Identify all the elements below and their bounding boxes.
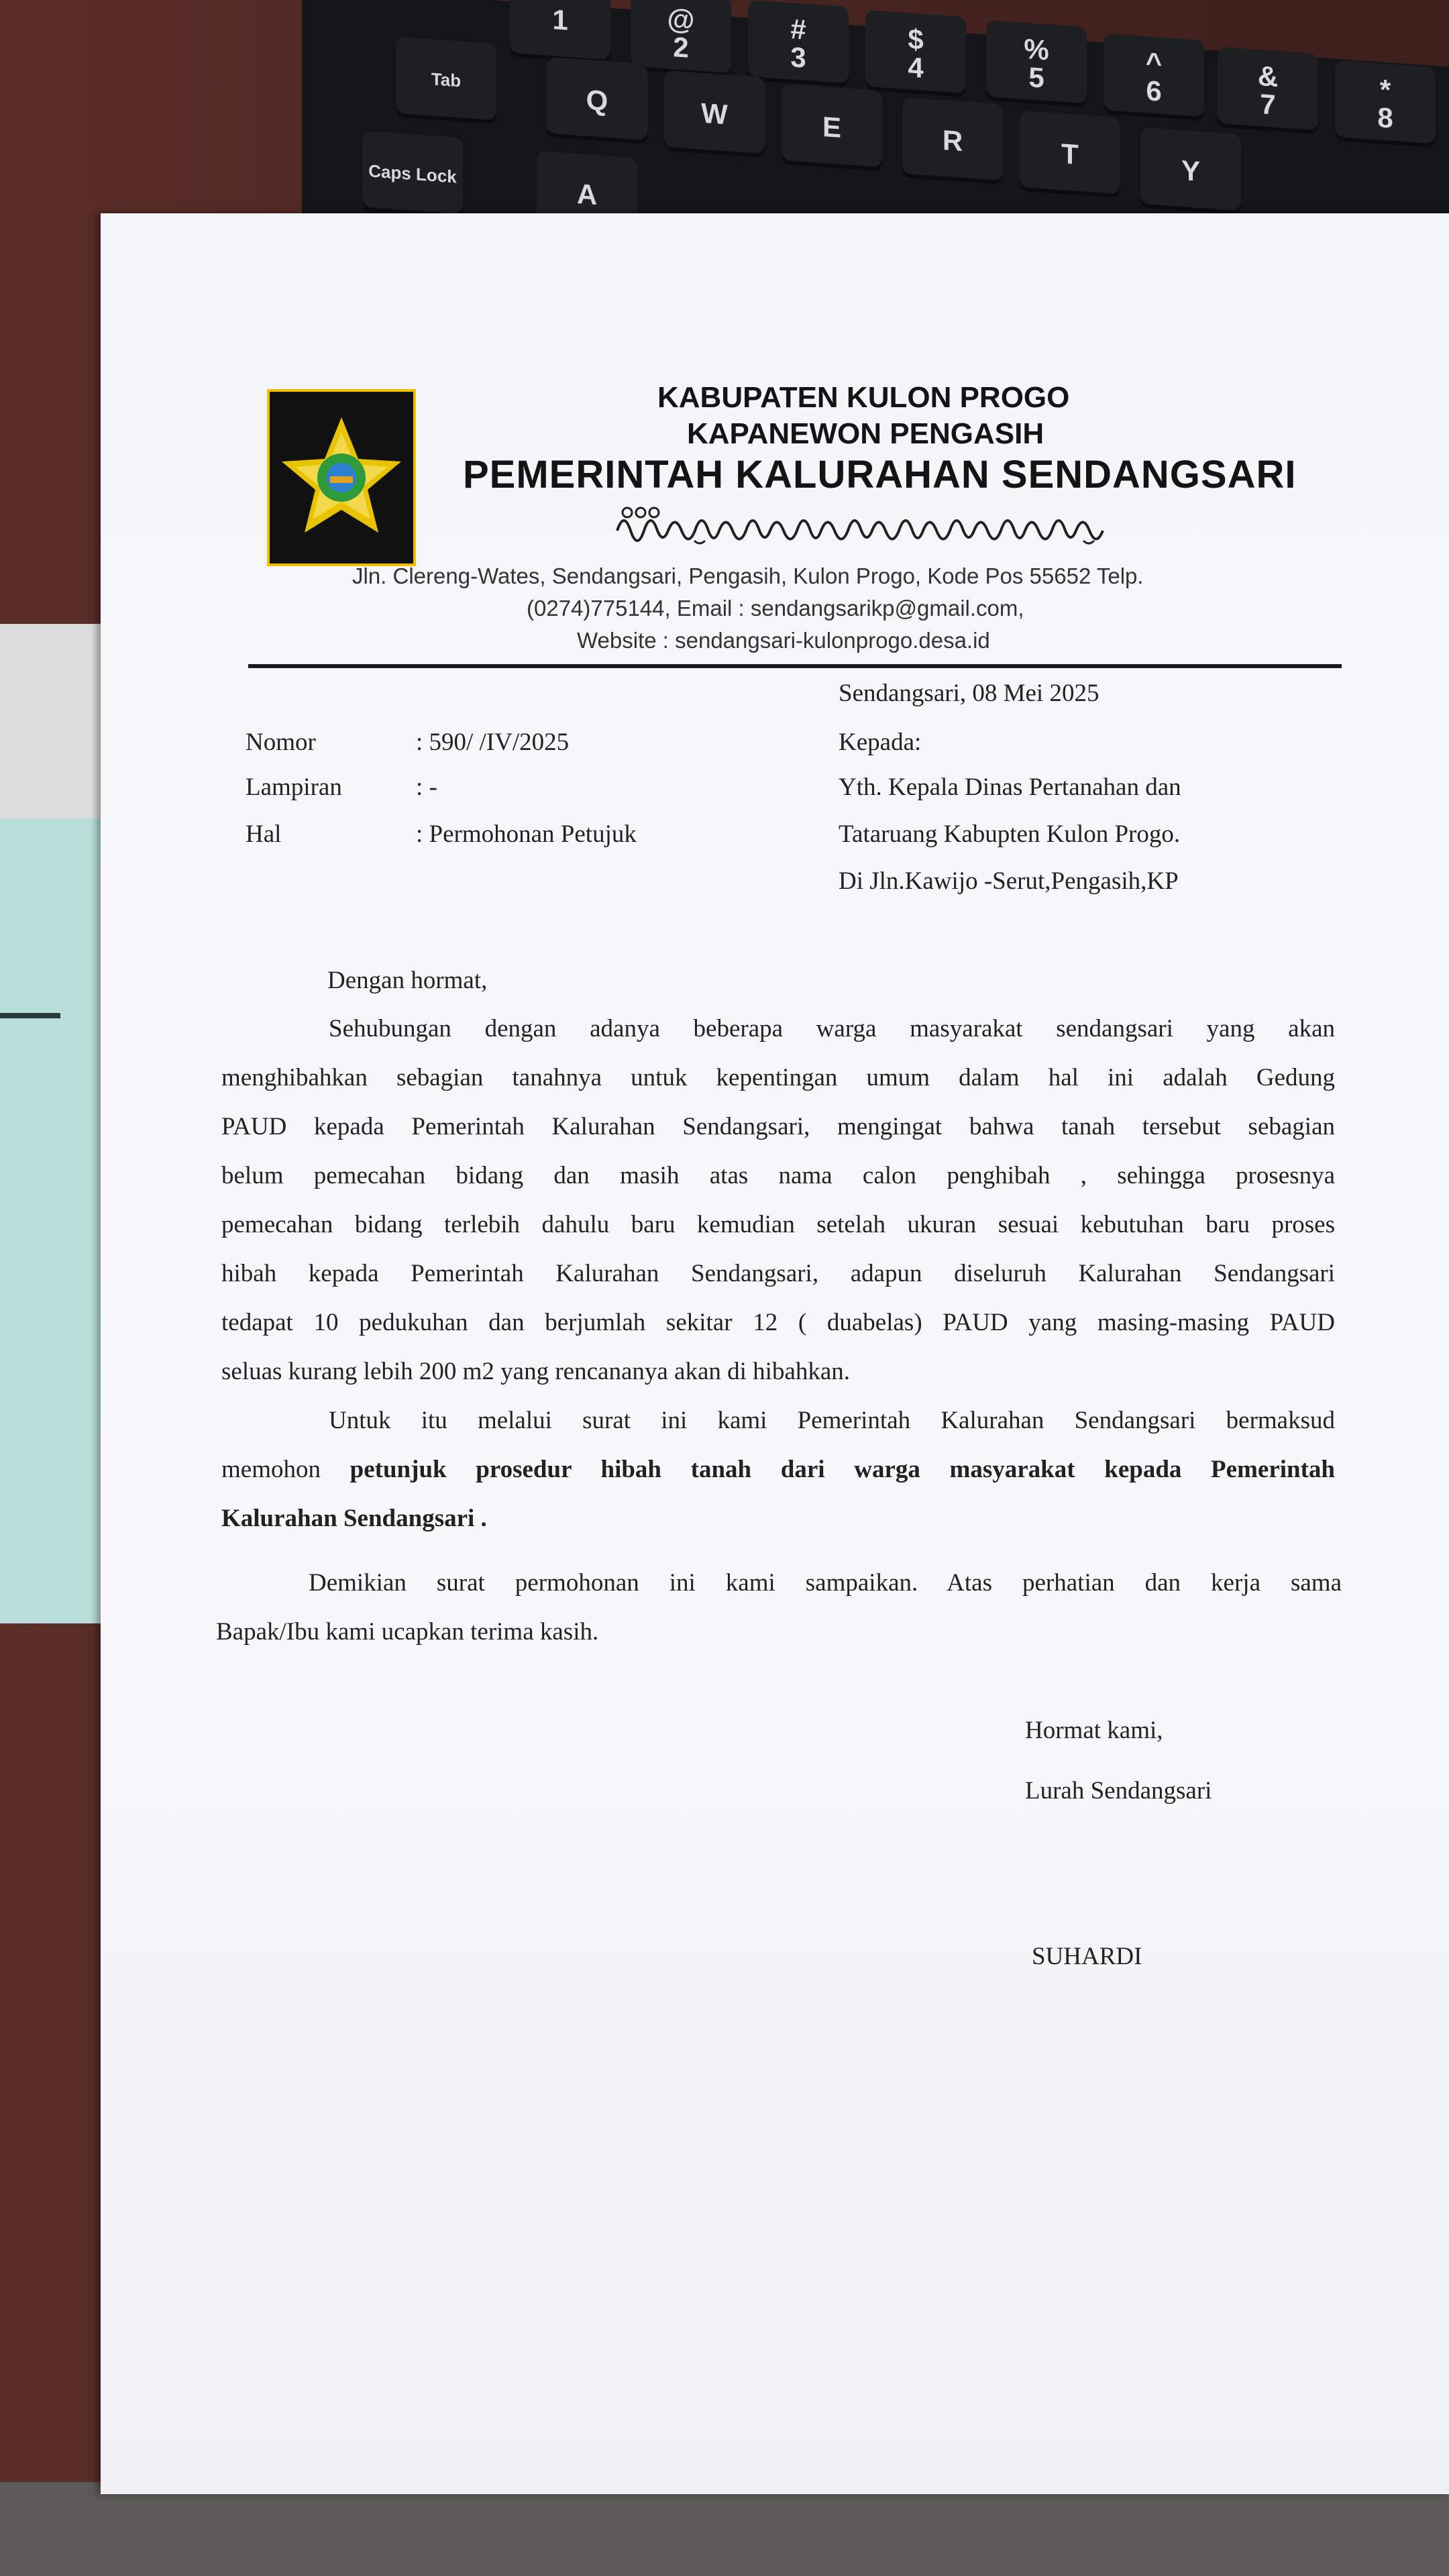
paragraph-line: Demikian surat permohonan ini kami sampaikan. Atas perhatian dan kerja sama (309, 1569, 1342, 1597)
recipient-line: Di Jln.Kawijo -Serut,Pengasih,KP (839, 867, 1179, 895)
paragraph-line: seluas kurang lebih 200 m2 yang rencananya akan di hibahkan. (221, 1358, 851, 1385)
signer-title: Lurah Sendangsari (1025, 1777, 1212, 1805)
letterhead-address: Jln. Clereng-Wates, Sendangsari, Pengasih, Kulon Progo, Kode Pos 55652 Telp. (352, 564, 1144, 588)
lampiran-label: Lampiran (246, 773, 342, 801)
kulon-progo-emblem-logo (267, 389, 416, 566)
letterhead-regency: KABUPATEN KULON PROGO (657, 381, 1070, 414)
paragraph-line: hibah kepada Pemerintah Kalurahan Sendangsari, adapun diseluruh Kalurahan Sendangsari (221, 1260, 1335, 1287)
keyboard-key: ^ 6 (1104, 34, 1204, 121)
hal-value: : Permohonan Petujuk (416, 820, 637, 848)
paragraph-line: tedapat 10 pedukuhan dan berjumlah sekitar 12 ( duabelas) PAUD yang masing-masing PAUD (221, 1309, 1335, 1336)
keyboard-key: * 8 (1335, 60, 1436, 148)
keyboard-key: % 5 (986, 20, 1087, 107)
request-text: memohon (221, 1456, 350, 1483)
letterhead-divider (248, 664, 1342, 668)
keyboard-key: E (782, 84, 882, 171)
folder-edge (0, 1013, 60, 1018)
nomor-value: : 590/ /IV/2025 (416, 729, 570, 756)
letterhead-government: PEMERINTAH KALURAHAN SENDANGSARI (463, 453, 1297, 496)
keyboard-key: Caps Lock (362, 131, 463, 218)
greeting: Dengan hormat, (327, 967, 488, 994)
keyboard-key: Q (547, 57, 647, 144)
letterhead-website: Website : sendangsari-kulonprogo.desa.id (577, 628, 990, 653)
keyboard-key: Y (1140, 127, 1241, 215)
paragraph-line: Bapak/Ibu kami ucapkan terima kasih. (216, 1618, 599, 1646)
signer-name: SUHARDI (1032, 1943, 1142, 1970)
paragraph-line: Kalurahan Sendangsari . (221, 1505, 487, 1532)
paragraph-line: Untuk itu melalui surat ini kami Pemerintah Kalurahan Sendangsari bermaksud (329, 1407, 1335, 1434)
recipient-line: Yth. Kepala Dinas Pertanahan dan (839, 773, 1181, 801)
keyboard-key: @ 2 (631, 0, 731, 77)
lampiran-value: : - (416, 773, 437, 801)
nomor-label: Nomor (246, 729, 316, 756)
closing-salutation: Hormat kami, (1025, 1717, 1163, 1744)
keyboard-key: A (537, 151, 637, 238)
letterhead-contact: (0274)775144, Email : sendangsarikp@gmail.com, (527, 596, 1024, 621)
paragraph-line (221, 1455, 1335, 1484)
kepada-label: Kepada: (839, 729, 922, 756)
paragraph-line: Sehubungan dengan adanya beberapa warga masyarakat sendangsari yang akan (329, 1015, 1335, 1042)
letterhead-district: KAPANEWON PENGASIH (687, 417, 1044, 450)
paragraph-line: belum pemecahan bidang dan masih atas nama calon penghibah , sehingga prosesnya (221, 1162, 1335, 1189)
keyboard-key: 1 (510, 0, 610, 64)
keyboard-key: & 7 (1218, 47, 1318, 134)
paragraph-line: menghibahkan sebagian tanahnya untuk kepentingan umum dalam hal ini adalah Gedung (221, 1064, 1335, 1091)
keyboard-key: Tab (396, 37, 496, 124)
keyboard-key: $ 4 (865, 10, 966, 97)
hal-label: Hal (246, 820, 282, 848)
keyboard-key: W (664, 70, 765, 158)
keyboard-key: R (902, 97, 1003, 184)
request-emphasis: petunjuk prosedur hibah tanah dari warga masyarakat kepada Pemerintah (350, 1456, 1336, 1483)
table-surface (0, 2482, 1449, 2576)
javanese-script-name (614, 500, 1164, 551)
letter-date: Sendangsari, 08 Mei 2025 (839, 680, 1099, 707)
keyboard-key: # 3 (748, 0, 849, 87)
paragraph-line: PAUD kepada Pemerintah Kalurahan Sendangsari, mengingat bahwa tanah tersebut sebagian (221, 1113, 1335, 1140)
recipient-line: Tataruang Kabupten Kulon Progo. (839, 820, 1181, 848)
paragraph-line: pemecahan bidang terlebih dahulu baru kemudian setelah ukuran sesuai kebutuhan baru proses (221, 1211, 1335, 1238)
keyboard-key: T (1020, 111, 1120, 198)
